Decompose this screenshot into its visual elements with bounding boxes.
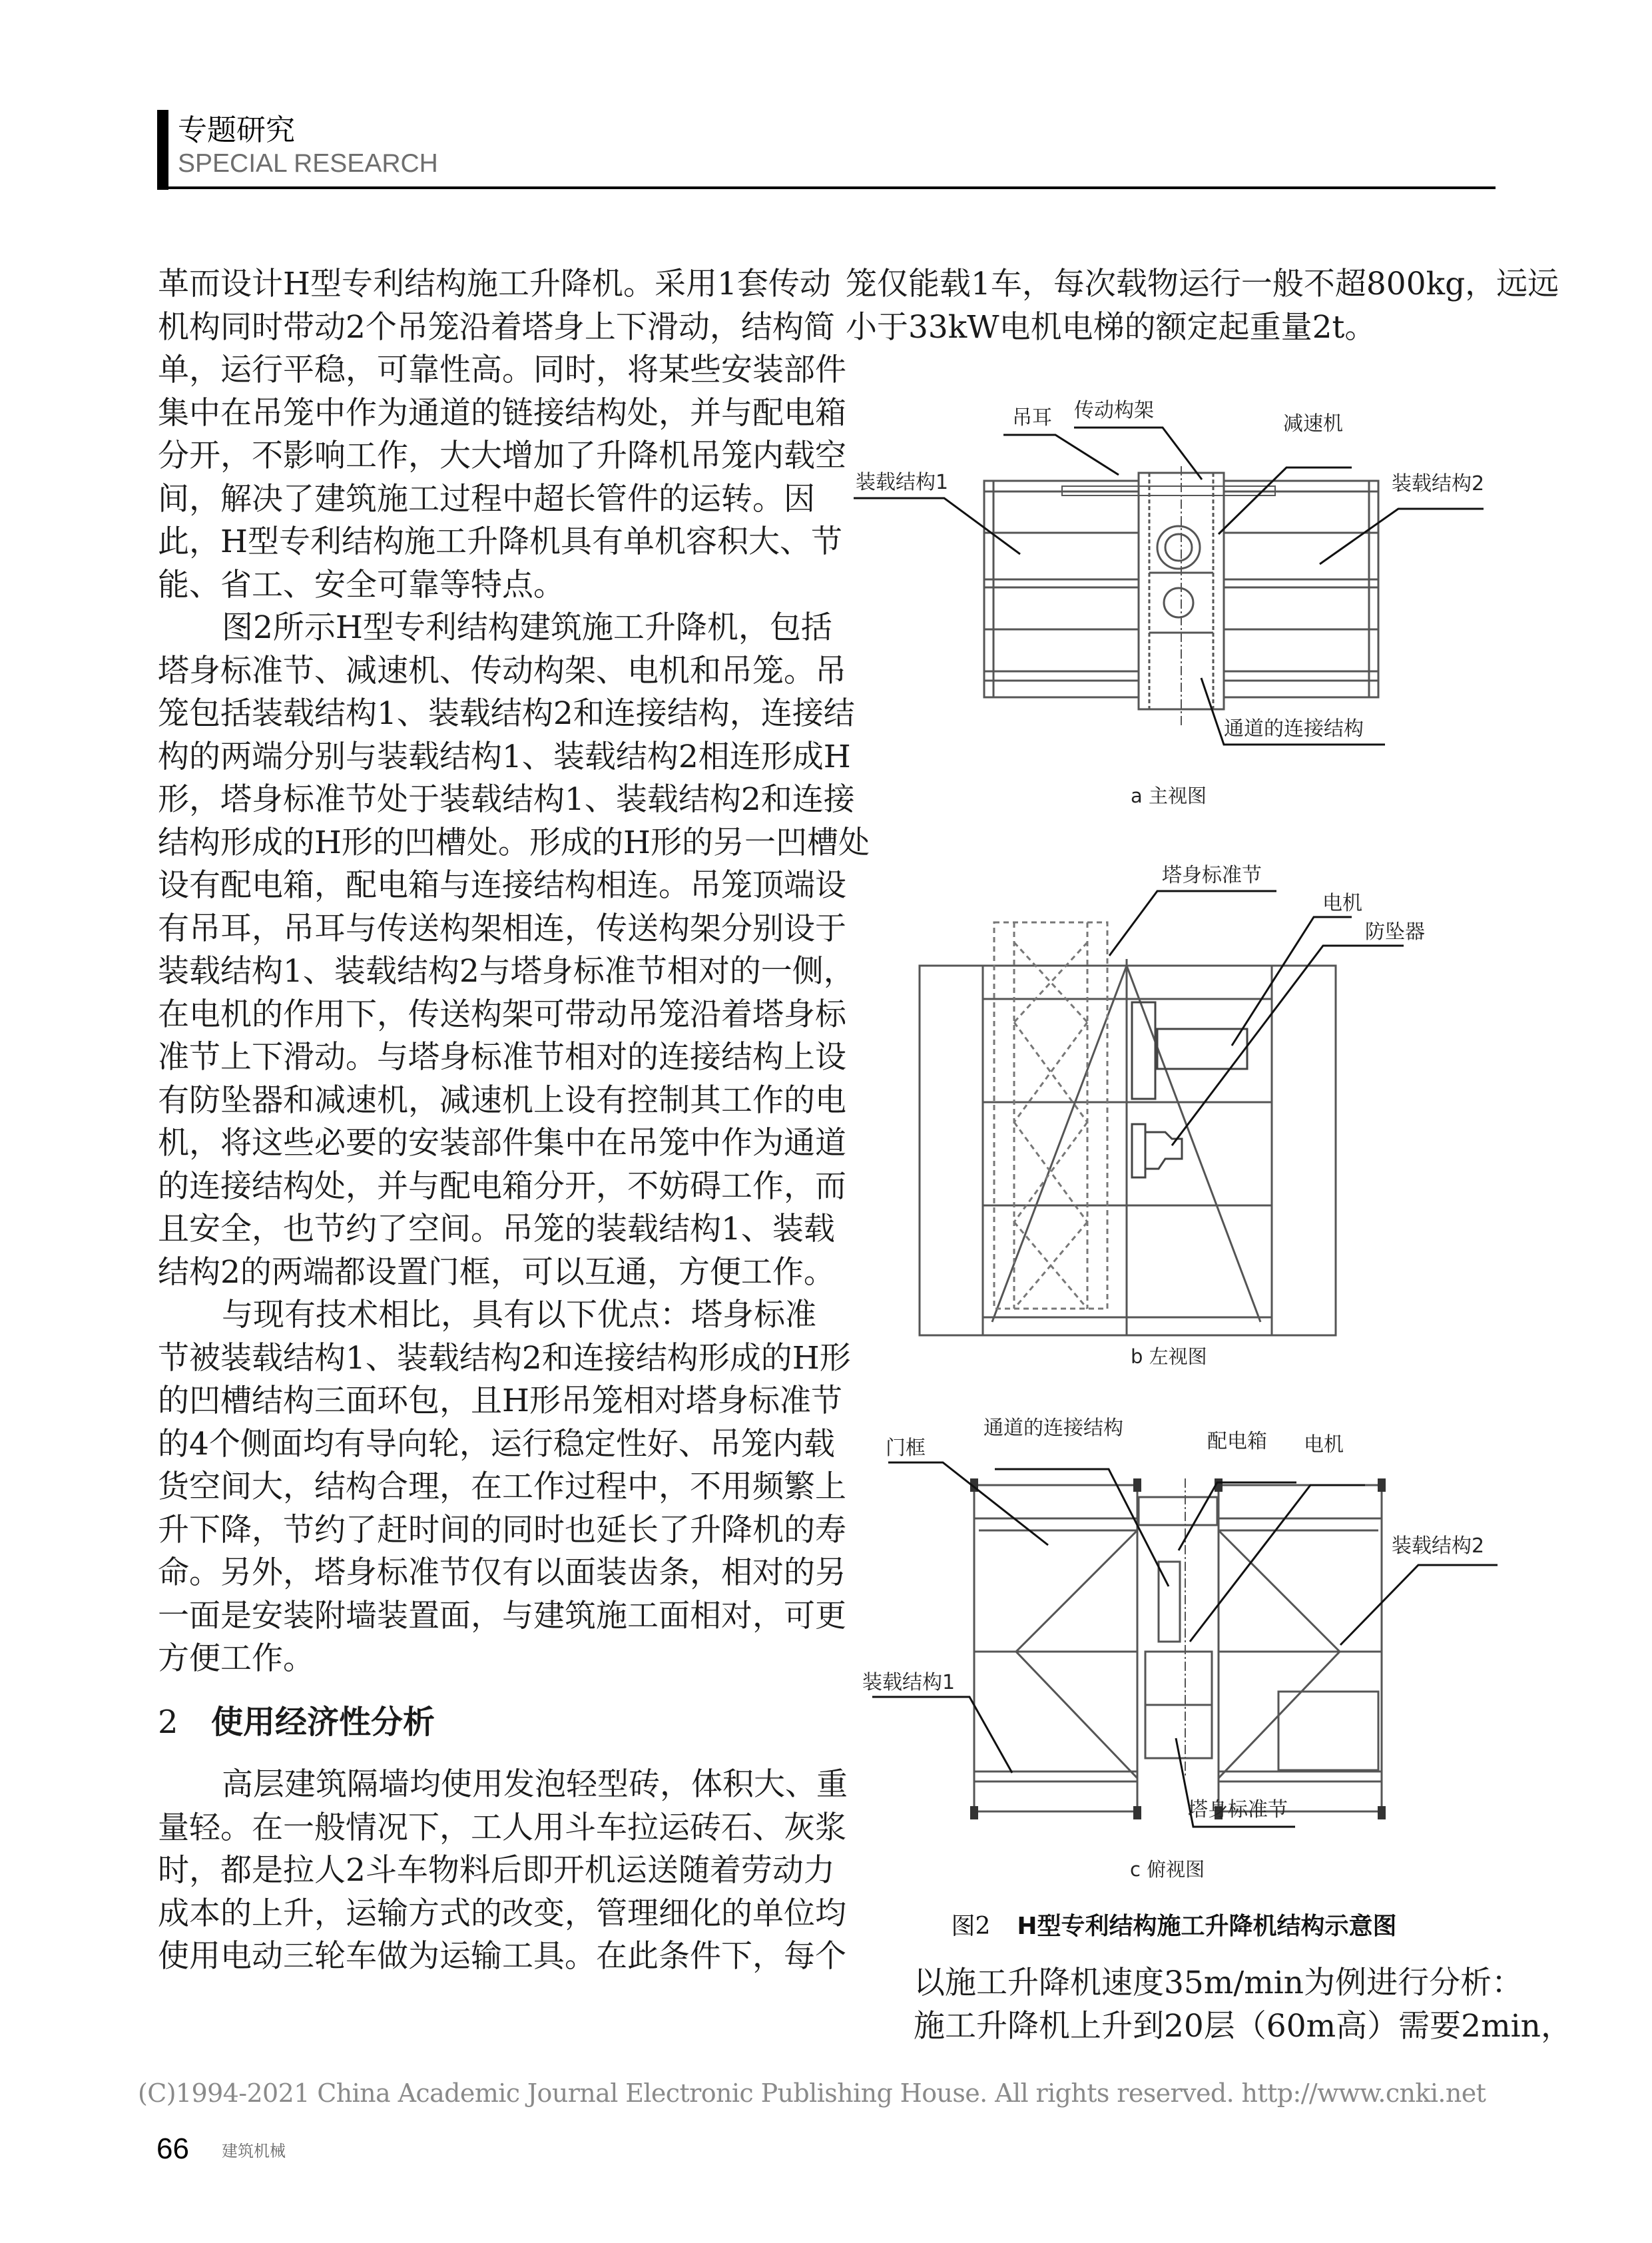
text-line: 形，塔身标准节处于装载结构1、装载结构2和连接 <box>158 781 855 818</box>
header-rule <box>157 186 1496 189</box>
label-fall-arrester: 防坠器 <box>1365 920 1425 944</box>
right-column-top <box>846 263 1559 349</box>
label-load-structure-1-c: 装载结构1 <box>862 1671 956 1694</box>
section-title-cn: 专题研究 <box>178 113 295 147</box>
text-line: 准节上下滑动。与塔身标准节相对的连接结构上设 <box>158 1039 846 1076</box>
text-line: 间，解决了建筑施工过程中超长管件的运转。因 <box>158 480 815 517</box>
journal-name: 建筑机械 <box>222 2142 286 2160</box>
paragraph-3 <box>158 1294 851 1681</box>
text-line: 货空间大，结构合理，在工作过程中，不用频繁上 <box>158 1468 846 1505</box>
figure-number: 图2 <box>951 1913 991 1940</box>
label-passage-connection-c: 通道的连接结构 <box>983 1417 1123 1440</box>
text-line: 量轻。在一般情况下，工人用斗车拉运砖石、灰浆 <box>158 1809 846 1846</box>
text-line: 笼仅能载1车，每次载物运行一般不超800kg，远远 <box>846 266 1559 302</box>
figure-c-top-view <box>846 1399 1498 1851</box>
motor-mount <box>1132 1002 1155 1099</box>
text-line: 命。另外，塔身标准节仅有以面装齿条，相对的另 <box>158 1554 846 1591</box>
text-line: 装载结构1、装载结构2与塔身标准节相对的一侧， <box>158 953 855 990</box>
text-line: 有吊耳，吊耳与传送构架相连，传送构架分别设于 <box>158 910 846 947</box>
caption-a: a 主视图 <box>1131 785 1207 807</box>
header-accent-bar <box>157 110 168 190</box>
text-line: 的4个侧面均有导向轮，运行稳定性好、吊笼内载 <box>158 1425 835 1462</box>
label-passage-connection: 通道的连接结构 <box>1224 717 1364 741</box>
caption-c: c 俯视图 <box>1130 1858 1205 1881</box>
load-structure-1-frame <box>984 481 1139 697</box>
text-line: 能、省工、安全可靠等特点。 <box>158 566 565 603</box>
label-tower-section-c: 塔身标准节 <box>1188 1798 1288 1821</box>
text-line: 时，都是拉人2斗车物料后即开机运送随着劳动力 <box>158 1852 835 1889</box>
text-line: 有防坠器和减速机，减速机上设有控制其工作的电 <box>158 1082 846 1119</box>
text-line: 高层建筑隔墙均使用发泡轻型砖，体积大、重 <box>222 1766 848 1803</box>
label-motor: 电机 <box>1322 892 1362 915</box>
copyright-notice: (C)1994-2021 China Academic Journal Electronic Publishing House. All rights reserved. http://www.cnki.net <box>138 2079 1486 2108</box>
label-motor-c: 电机 <box>1304 1433 1344 1456</box>
label-drive-frame: 传动构架 <box>1074 399 1154 422</box>
text-line: 在电机的作用下，传送构架可带动吊笼沿着塔身标 <box>158 996 846 1033</box>
label-distribution-box: 配电箱 <box>1207 1430 1267 1453</box>
text-line: 机构同时带动2个吊笼沿着塔身上下滑动，结构简 <box>158 308 835 346</box>
label-reducer: 减速机 <box>1283 412 1343 436</box>
label-tower-section: 塔身标准节 <box>1162 864 1262 887</box>
paragraph-1 <box>158 263 846 607</box>
section-heading <box>158 1701 799 1744</box>
tower-section-dashed <box>994 922 1107 1309</box>
text-line: 笼包括装载结构1、装载结构2和连接结构，连接结 <box>158 695 855 732</box>
load-structure-2-frame <box>1224 481 1378 697</box>
text-line: 以施工升降机速度35m/min为例进行分析： <box>914 1965 1523 2001</box>
load-structure-2-top <box>1219 1485 1382 1811</box>
leader-lines <box>1109 891 1404 1145</box>
text-line: 塔身标准节、减速机、传动构架、电机和吊笼。吊 <box>158 652 846 689</box>
section-number: 2 <box>158 1703 178 1741</box>
paragraph-2 <box>158 607 870 1294</box>
right-column-bottom <box>914 1962 1572 2048</box>
text-line: 此，H型专利结构施工升降机具有单机容积大、节 <box>158 523 842 560</box>
page-number: 66 <box>156 2132 189 2165</box>
text-line: 革而设计H型专利结构施工升降机。采用1套传动 <box>158 266 831 302</box>
left-column <box>158 263 870 1979</box>
text-line: 升下降，节约了赶时间的同时也延长了升降机的寿 <box>158 1511 846 1548</box>
text-line: 成本的上升，运输方式的改变，管理细化的单位均 <box>158 1895 846 1932</box>
text-line: 机，将这些必要的安装部件集中在吊笼中作为通道 <box>158 1125 846 1161</box>
text-line: 结构形成的H形的凹槽处。形成的H形的另一凹槽处 <box>158 824 870 861</box>
text-line: 分开，不影响工作，大大增加了升降机吊笼内载空 <box>158 438 846 474</box>
text-line: 的连接结构处，并与配电箱分开，不妨碍工作，而 <box>158 1167 846 1205</box>
label-load-structure-2: 装载结构2 <box>1392 472 1485 495</box>
figure-title: H型专利结构施工升降机结构示意图 <box>1017 1913 1397 1940</box>
reducer-gear <box>1157 526 1200 569</box>
label-lifting-lug: 吊耳 <box>1012 406 1052 430</box>
text-line: 构的两端分别与装载结构1、装载结构2相连形成H <box>158 738 851 775</box>
text-line: 节被装载结构1、装载结构2和连接结构形成的H形 <box>158 1339 851 1377</box>
brace <box>1016 1530 1137 1778</box>
text-line: 设有配电箱，配电箱与连接结构相连。吊笼顶端设 <box>158 867 846 904</box>
figure-caption <box>948 1913 1400 1941</box>
label-load-structure-1: 装载结构1 <box>856 471 949 494</box>
text-line: 小于33kW电机电梯的额定起重量2t。 <box>846 308 1376 346</box>
text-line: 的凹槽结构三面环包，且H形吊笼相对塔身标准节 <box>158 1383 842 1419</box>
load-structure-1-top <box>974 1485 1137 1811</box>
text-line: 与现有技术相比，具有以下优点：塔身标准 <box>222 1297 816 1333</box>
text-line: 结构2的两端都设置门框，可以互通，方便工作。 <box>158 1253 835 1291</box>
section-title-en: SPECIAL RESEARCH <box>178 149 438 178</box>
fall-arrester-body <box>1145 1132 1182 1169</box>
text-line: 方便工作。 <box>158 1640 314 1677</box>
label-door-frame: 门框 <box>886 1437 926 1460</box>
paragraph-4 <box>158 1763 848 1979</box>
section-heading-text: 使用经济性分析 <box>211 1703 435 1741</box>
text-line: 集中在吊笼中作为通道的链接结构处，并与配电箱 <box>158 394 846 432</box>
text-line: 且安全，也节约了空间。吊笼的装载结构1、装载 <box>158 1211 835 1247</box>
figure-a-front-view <box>846 400 1498 753</box>
text-line: 图2所示H型专利结构建筑施工升降机，包括 <box>222 609 832 646</box>
text-line: 施工升降机上升到20层（60m高）需要2min， <box>914 2007 1572 2045</box>
text-line: 单，运行平稳，可靠性高。同时，将某些安装部件 <box>158 352 846 388</box>
text-line: 一面是安装附墙装置面，与建筑施工面相对，可更 <box>158 1597 846 1634</box>
label-load-structure-2-c: 装载结构2 <box>1392 1534 1485 1558</box>
caption-b: b 左视图 <box>1131 1345 1207 1368</box>
text-line: 使用电动三轮车做为运输工具。在此条件下，每个 <box>158 1938 846 1975</box>
